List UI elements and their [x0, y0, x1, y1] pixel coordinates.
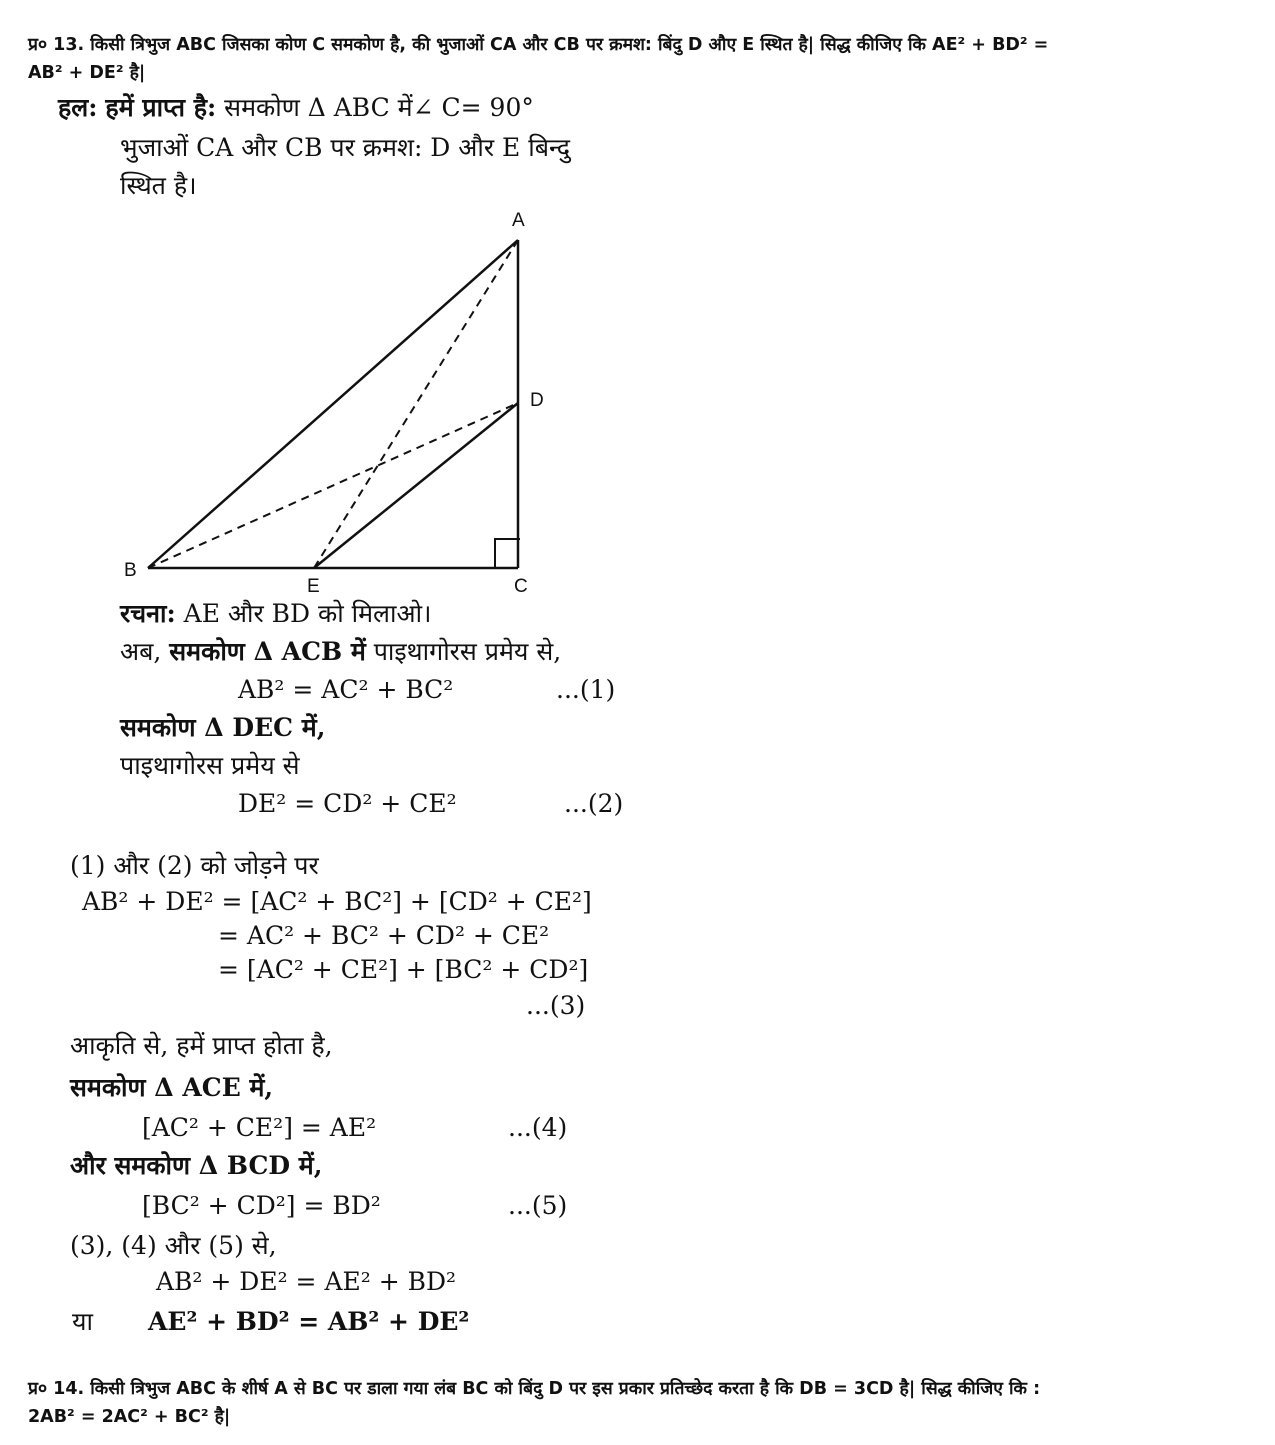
final-equation: AE² + BD² = AB² + DE² — [148, 1307, 470, 1336]
triangle-diagram — [110, 198, 580, 608]
step-1-prefix: अब, — [120, 637, 162, 666]
construction-text: AE और BD को मिलाओ। — [183, 599, 432, 628]
sum-line-2: = AC² + BC² + CD² + CE² — [218, 921, 550, 950]
equation-4-ref: ...(4) — [508, 1113, 568, 1142]
step-4-heading: समकोण Δ ACE में, — [70, 1073, 274, 1102]
segment-bd-dashed — [148, 403, 518, 568]
question-13-line1: प्र० 13. किसी त्रिभुज ABC जिसका कोण C समकोण है, की भुजाओं CA और CB पर क्रमश: बिंदु D औए E स्थित है| सिद्ध कीजिए कि AE² + BD² = — [28, 35, 1049, 55]
step-5-heading: और समकोण Δ BCD में, — [70, 1151, 323, 1180]
segment-ed — [314, 403, 518, 568]
equation-5-ref: ...(5) — [508, 1191, 568, 1220]
label-b: B — [124, 560, 137, 581]
equation-1-ref: ...(1) — [556, 675, 616, 704]
equation-4: [AC² + CE²] = AE² — [142, 1113, 377, 1142]
segment-ae-dashed — [314, 240, 518, 568]
step-1-bold: समकोण Δ ACB में — [169, 637, 366, 666]
right-angle-marker — [495, 539, 520, 568]
given-text: समकोण Δ ABC में∠ C= 90° — [224, 93, 534, 122]
given-line-3: स्थित है। — [120, 171, 197, 200]
label-c: C — [514, 576, 528, 597]
step-1-suffix: पाइथागोरस प्रमेय से, — [373, 637, 562, 666]
question-14-line2: 2AB² = 2AC² + BC² है| — [28, 1407, 231, 1427]
equation-2: DE² = CD² + CE² — [238, 789, 457, 818]
add-text: (1) और (2) को जोड़ने पर — [70, 851, 319, 880]
step-2-text: पाइथागोरस प्रमेय से — [120, 751, 300, 780]
figure-text: आकृति से, हमें प्राप्त होता है, — [70, 1031, 333, 1060]
equation-5: [BC² + CD²] = BD² — [142, 1191, 381, 1220]
construction-label: रचना: — [120, 599, 176, 628]
from-text: (3), (4) और (5) से, — [70, 1231, 277, 1260]
label-e: E — [307, 576, 320, 597]
step-2-heading: समकोण Δ DEC में, — [120, 713, 326, 742]
given-label: हमें प्राप्त है: — [105, 93, 217, 122]
equation-2-ref: ...(2) — [564, 789, 624, 818]
equation-6: AB² + DE² = AE² + BD² — [156, 1267, 457, 1296]
question-14-line1: प्र० 14. किसी त्रिभुज ABC के शीर्ष A से BC पर डाला गया लंब BC को बिंदु D पर इस प्रकार प्रतिच्छेद करता है कि DB = 3CD है| सिद्ध कीजिए कि : — [28, 1379, 1041, 1399]
question-13-line2: AB² + DE² है| — [28, 63, 146, 83]
solution-label: हल: — [58, 93, 98, 122]
given-line — [58, 90, 534, 126]
sum-line-3: = [AC² + CE²] + [BC² + CD²] — [218, 955, 589, 984]
sum-line-1: AB² + DE² = [AC² + BC²] + [CD² + CE²] — [82, 887, 592, 916]
label-d: D — [530, 390, 544, 411]
or-label: या — [72, 1307, 93, 1336]
step-1-line — [120, 634, 561, 670]
construction-line — [120, 596, 432, 632]
label-a: A — [512, 210, 525, 231]
given-line-2: भुजाओं CA और CB पर क्रमश: D और E बिन्दु — [120, 133, 570, 162]
equation-3-ref: ...(3) — [526, 991, 586, 1020]
side-ab — [148, 240, 518, 568]
equation-1: AB² = AC² + BC² — [238, 675, 454, 704]
